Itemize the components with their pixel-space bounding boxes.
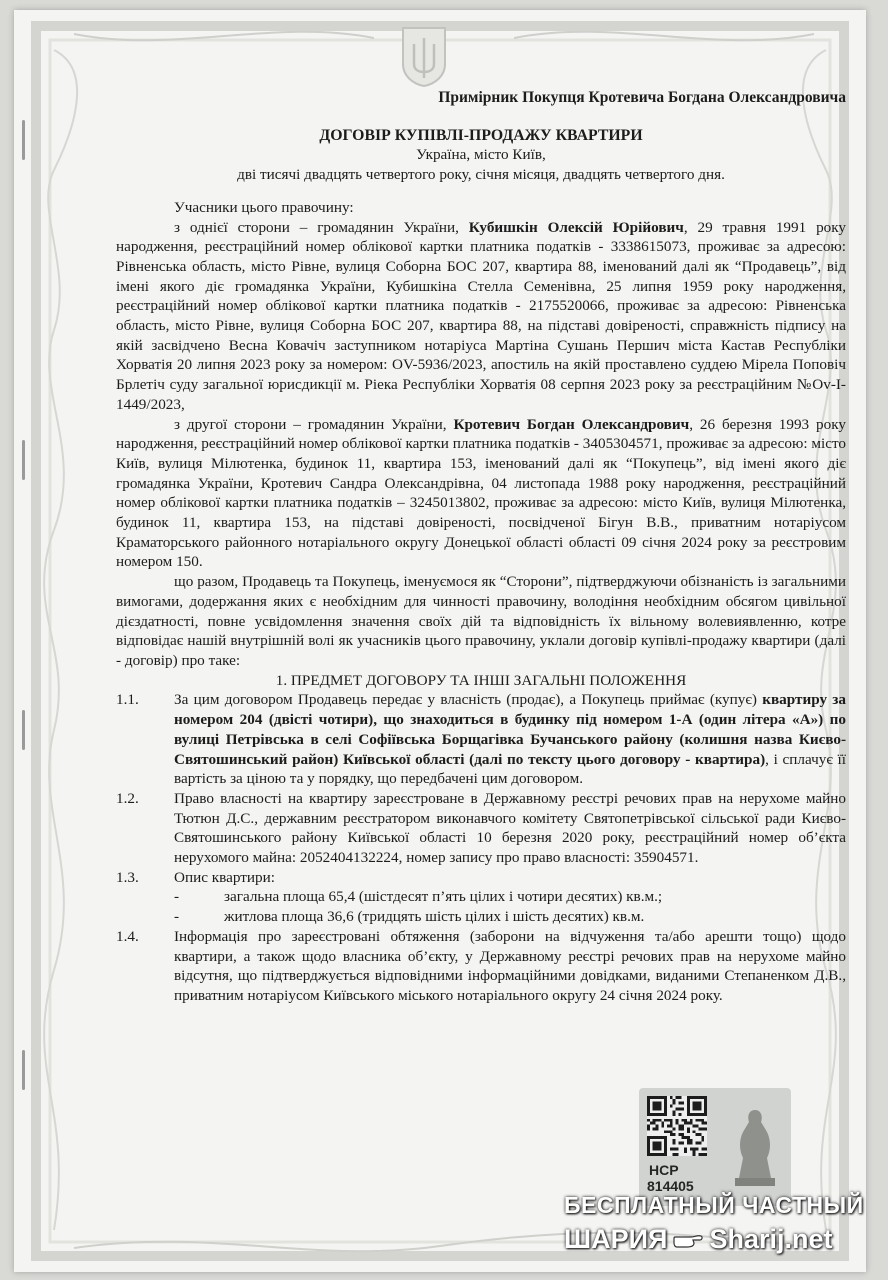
pointing-hand-icon	[673, 1229, 703, 1249]
clause-number: 1.2.	[116, 789, 139, 807]
contract-place: Україна, місто Київ,	[416, 146, 546, 164]
copy-owner-header: Примірник Покупця Кротевича Богдана Олександровича	[438, 89, 846, 106]
binding-hole-mark	[22, 120, 25, 160]
clause-1-2: 1.2. Право власності на квартиру зареєстроване в Державному реєстрі речових прав на нерухоме майно Тютюн Д.С., державним реєстратором виконавчого комітету Святопетрівської сільської ради Києво-Святошинського району Київської області 10 березня 2020 року, реєстраційний номер об’єкта нерухомого майна: 2052404132224, номер запису про право власності: 35904571.	[116, 789, 846, 867]
apartment-description: квартиру за номером 204 (двісті чотири), що знаходиться в будинку під номером 1-А (один літера «А») по вулиці Петрівська в селі Софіївська Борщагівка Бучанського району (колишня назва Києво-Святошинський район) Київської області (далі по тексту цього договору - квартира)	[174, 691, 847, 768]
list-item: - загальна площа 65,4 (шістдесят п’ять цілих і чотири десятих) кв.м.;	[174, 888, 663, 906]
coat-of-arms-icon	[399, 24, 449, 88]
clause-1-3: 1.3. Опис квартири:	[116, 868, 275, 886]
seller-name: Кубишкін Олексій Юрійович	[468, 218, 684, 236]
buyer-name: Кротевич Богдан Олександрович	[453, 415, 690, 433]
site-watermark	[564, 1188, 874, 1256]
contract-title: ДОГОВІР КУПІВЛІ-ПРОДАЖУ КВАРТИРИ	[319, 126, 643, 144]
contract-body	[116, 88, 846, 1006]
monument-icon	[727, 1102, 783, 1192]
binding-hole-mark	[22, 1050, 25, 1090]
participants-intro: Учасники цього правочину:	[174, 198, 354, 216]
clause-number: 1.3.	[116, 868, 139, 886]
security-label: НСР	[649, 1162, 679, 1178]
binding-hole-mark	[22, 440, 25, 480]
clause-number: 1.1.	[116, 691, 139, 709]
seller-paragraph: з однієї сторони – громадянин України, Кубишкін Олексій Юрійович, 29 травня 1991 року народження, реєстраційний номер облікової картки платника податків - 3338615073, проживає за адресою: Рівненська область, місто Рівне, вулиця Соборна БОС 207, квартира 88, іменований далі як “Продавець”, від імені якого діє громадянка України, Кубишкіна Стелла Семенівна, 25 липня 1959 року народження, реєстраційний номер облікової картки платника податків - 2175520066, проживає за адресою: Рівненська область, місто Рівне, вулиця Соборна БОС 207, квартира 88, на підставі довіреності, справжність підпису на якій засвідчено Весна Ковачіч заступником нотаріуса Мартіна Сушань Першич міста Кастав Республіки Хорватія 20 липня 2023 року за номером: OV-5936/2023, апостиль на якій проставлено суддею Мірела Поповіч Брлетіч суду загальної юрисдикції м. Ріека Республіки Хорватія 08 серпня 2023 року за реєстраційним №Ov-I-1449/2023,	[116, 218, 847, 413]
document-page	[14, 10, 866, 1272]
parties-paragraph: що разом, Продавець та Покупець, іменуємося як “Сторони”, підтверджуючи обізнаність із загальними вимогами, додержання яких є необхідним для чинності правочину, володіння необхідним обсягом цивільної дієздатності, повне усвідомлення значення своїх дій та відповідність їх вільному волевиявленню, котре відповідає нашій внутрішній волі як учасників цього правочину, уклали договір купівлі-продажу квартири (далі - договір) про таке:	[116, 573, 846, 669]
clause-1-4: 1.4. Інформація про зареєстровані обтяження (заборони на відчуження та/або арешти тощо) щодо квартири, а також щодо власника об’єкту, у Державному реєстрі речових прав на нерухоме майно відсутня, що підтверджується відповідними інформаційними довідками, виданими Степаненком Д.В., приватним нотаріусом Київського міського нотаріального округу 24 січня 2024 року.	[116, 927, 846, 1004]
binding-hole-mark	[22, 710, 25, 750]
buyer-paragraph: з другої сторони – громадянин України, Кротевич Богдан Олександрович, 26 березня 1993 року народження, реєстраційний номер облікової картки платника податків - 3405304571, проживає за адресою: місто Київ, вулиця Мілютенка, будинок 11, квартира 153, іменований далі як “Покупець”, від імені якого діє громадянка України, Кротевич Сандра Олександрівна, 04 листопада 1988 року народження, реєстраційний номер облікової картки платника податків – 3245013802, проживає за адресою: місто Київ, вулиця Мілютенка, будинок 11, квартира 153, на підставі довіреності, посвідченої Бігун В.В., приватним нотаріусом Краматорського районного нотаріального округу Донецької області області 09 січня 2024 року за реєстровим номером 150.	[116, 415, 846, 571]
clause-1-1: 1.1. За цим договором Продавець передає у власність (продає), а Покупець приймає (купує) квартиру за номером 204 (двісті чотири), що знаходиться в будинку під номером 1-А (один літера «А») по вулиці Петрівська в селі Софіївська Борщагівка Бучанського району (колишня назва Києво-Святошинський район) Київської області (далі по тексту цього договору - квартира), і сплачує її вартість за ціною та у порядку, що передбачені цим договором.	[116, 691, 847, 788]
security-number: 814405	[647, 1178, 694, 1194]
watermark-line-1: БЕСПЛАТНЫЙ ЧАСТНЫЙ	[564, 1192, 864, 1218]
qr-code-icon	[647, 1096, 707, 1156]
clause-number: 1.4.	[116, 927, 139, 945]
contract-date: дві тисячі двадцять четвертого року, січня місяця, двадцять четвертого дня.	[237, 166, 725, 184]
section-title: 1. ПРЕДМЕТ ДОГОВОРУ ТА ІНШІ ЗАГАЛЬНІ ПОЛОЖЕННЯ	[275, 671, 687, 689]
list-item: - житлова площа 36,6 (тридцять шість цілих і шість десятих) кв.м.	[174, 908, 645, 926]
watermark-line-2: ШАРИЯ Sharij.net	[564, 1224, 833, 1254]
